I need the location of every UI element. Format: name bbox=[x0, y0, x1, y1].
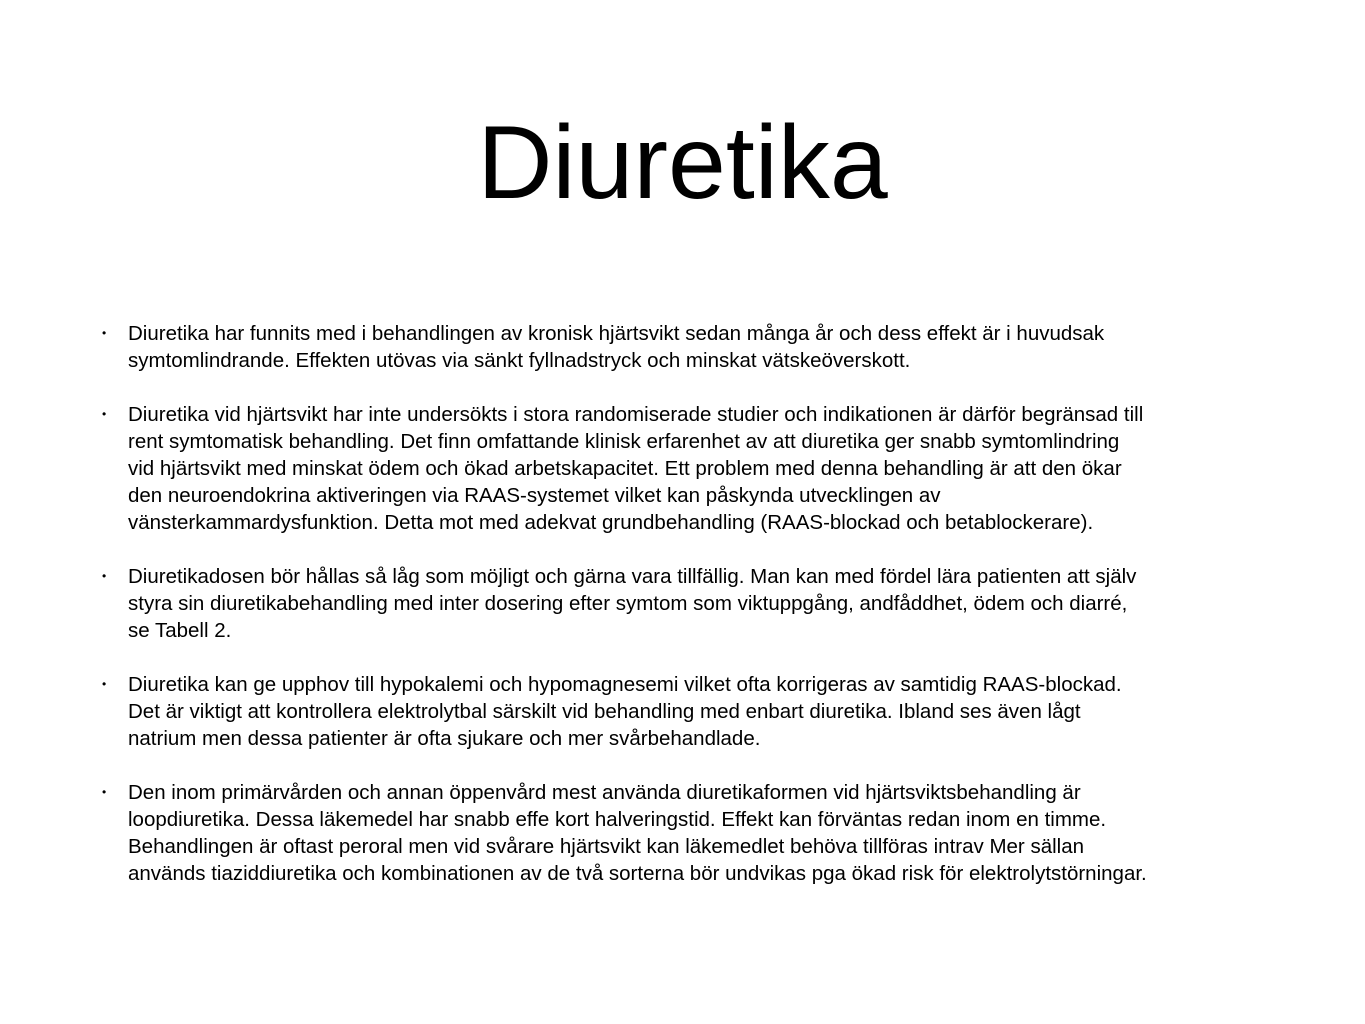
bullet-text bbox=[128, 563, 1280, 644]
bullet-text bbox=[128, 779, 1280, 887]
bullet-text-line: se Tabell 2. bbox=[128, 619, 232, 642]
bullet-text-line: vid hjärtsvikt med minskat ödem och ökad arbetskapacitet. Ett problem med denna behandling är att den ökar bbox=[128, 457, 1122, 480]
bullet-text bbox=[128, 401, 1280, 536]
bullet-dot-icon: • bbox=[102, 677, 107, 691]
bullet-text-line: används tiaziddiuretika och kombinationen av de två sorterna bör undvikas pga ökad risk för elektrolytstörningar. bbox=[128, 862, 1147, 885]
bullet-dot-icon: • bbox=[102, 785, 107, 799]
bullet-text-line: Diuretikadosen bör hållas så låg som möjligt och gärna vara tillfällig. Man kan med fördel lära patienten att själv bbox=[128, 565, 1137, 588]
bullet-list bbox=[100, 320, 1280, 914]
bullet-item bbox=[100, 671, 1280, 752]
bullet-dot-icon: • bbox=[102, 326, 107, 340]
bullet-text bbox=[128, 671, 1280, 752]
bullet-text-line: Det är viktigt att kontrollera elektrolytbal särskilt vid behandling med enbart diuretika. Ibland ses även lågt bbox=[128, 700, 1081, 723]
bullet-item bbox=[100, 779, 1280, 887]
bullet-text-line: Behandlingen är oftast peroral men vid svårare hjärtsvikt kan läkemedlet behöva tillföras intrav Mer sällan bbox=[128, 835, 1085, 858]
bullet-text-line: natrium men dessa patienter är ofta sjukare och mer svårbehandlade. bbox=[128, 727, 761, 750]
bullet-text-line: Diuretika har funnits med i behandlingen av kronisk hjärtsvikt sedan många år och dess effekt är i huvudsak bbox=[128, 322, 1105, 345]
bullet-dot-icon: • bbox=[102, 569, 107, 583]
bullet-dot-icon: • bbox=[102, 407, 107, 421]
bullet-item bbox=[100, 320, 1280, 374]
bullet-text bbox=[128, 320, 1280, 374]
bullet-text-line: Diuretika kan ge upphov till hypokalemi och hypomagnesemi vilket ofta korrigeras av samtidig RAAS-blockad. bbox=[128, 673, 1122, 696]
bullet-text-line: rent symtomatisk behandling. Det finn omfattande klinisk erfarenhet av att diuretika ger snabb symtomlindring bbox=[128, 430, 1120, 453]
bullet-text-line: loopdiuretika. Dessa läkemedel har snabb effe kort halveringstid. Effekt kan förväntas redan inom en timme. bbox=[128, 808, 1107, 831]
bullet-text-line: den neuroendokrina aktiveringen via RAAS-systemet vilket kan påskynda utvecklingen av bbox=[128, 484, 941, 507]
bullet-text-line: symtomlindrande. Effekten utövas via sänkt fyllnadstryck och minskat vätskeöverskott. bbox=[128, 349, 911, 372]
bullet-text-line: Diuretika vid hjärtsvikt har inte undersökts i stora randomiserade studier och indikationen är därför begränsad till bbox=[128, 403, 1144, 426]
bullet-text-line: Den inom primärvården och annan öppenvård mest använda diuretikaformen vid hjärtsviktsbehandling är bbox=[128, 781, 1081, 804]
bullet-item bbox=[100, 563, 1280, 644]
bullet-text-line: styra sin diuretikabehandling med inter dosering efter symtom som viktuppgång, andfåddhet, ödem och diarré, bbox=[128, 592, 1128, 615]
slide-title: Diuretika bbox=[477, 105, 888, 221]
bullet-item bbox=[100, 401, 1280, 536]
bullet-text-line: vänsterkammardysfunktion. Detta mot med adekvat grundbehandling (RAAS-blockad och betablockerare). bbox=[128, 511, 1094, 534]
